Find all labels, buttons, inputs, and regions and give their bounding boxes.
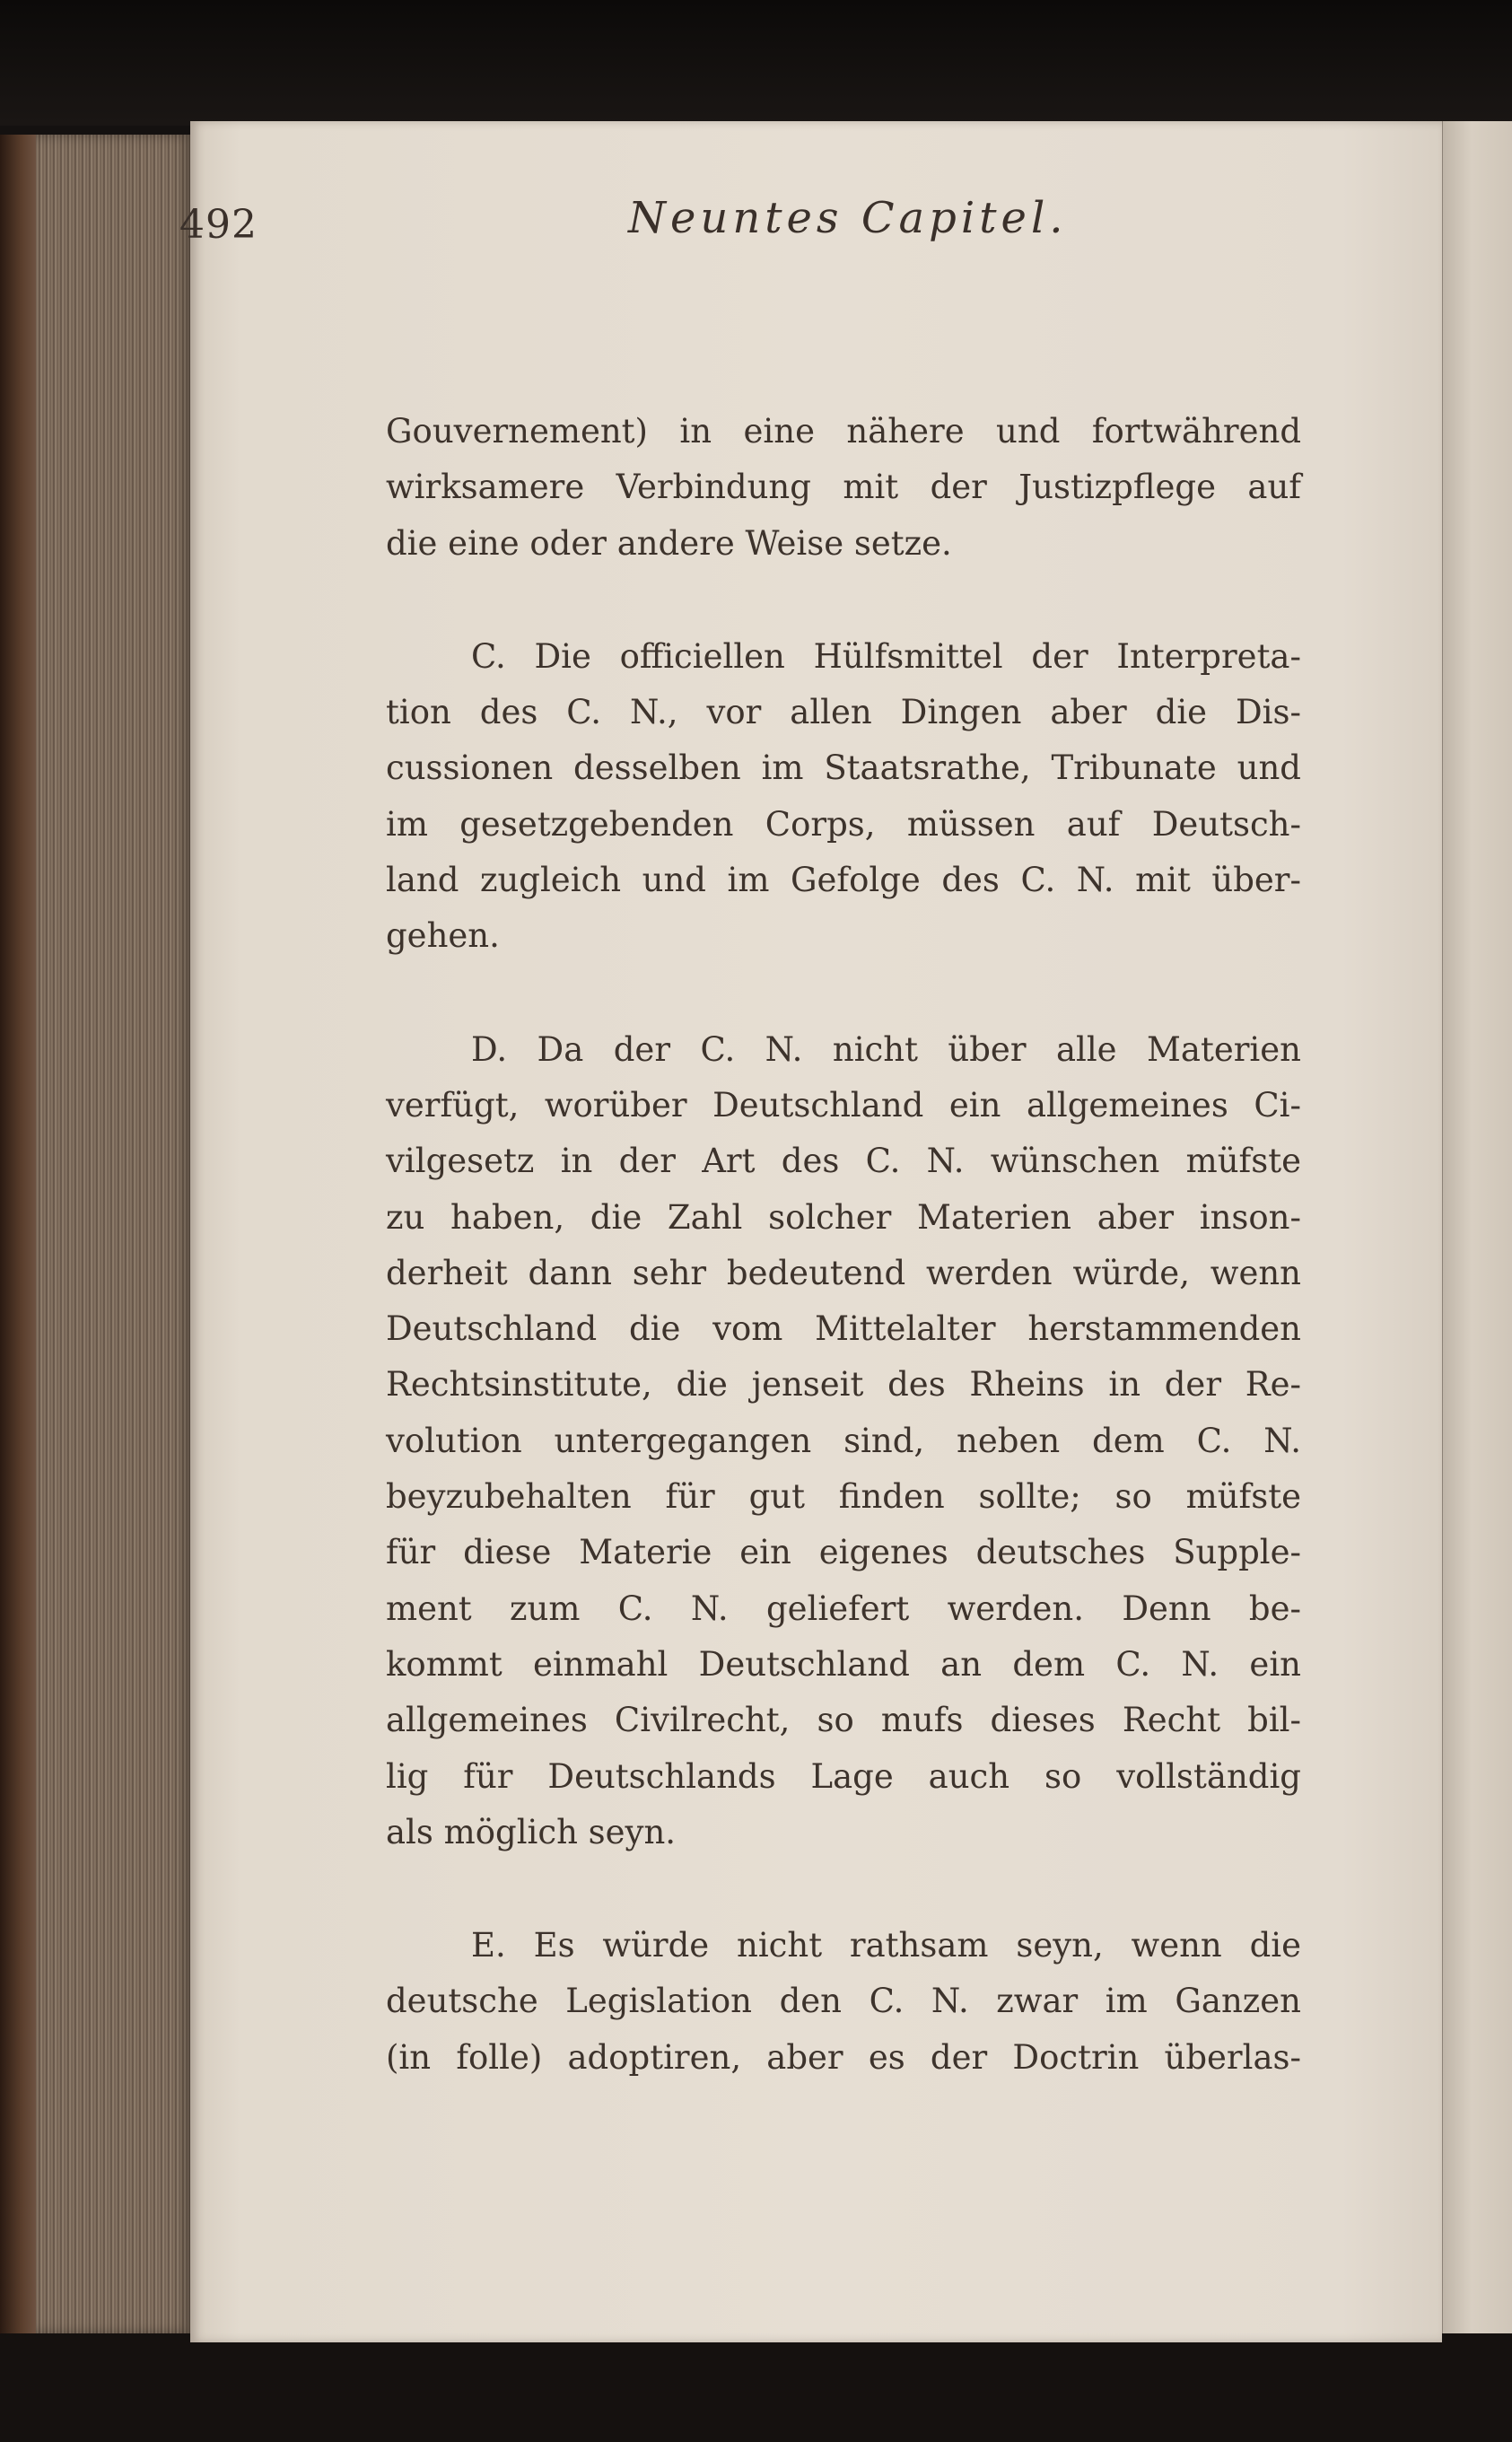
text-line: die eine oder andere Weise setze. [386, 523, 952, 563]
text-line: gehen. [386, 916, 500, 956]
text-line: deutsche Legislation den C. N. zwar im Ganzen [386, 1982, 1301, 2021]
text-line: Deutschland die vom Mittelalter herstammenden [386, 1309, 1301, 1349]
text-line: C. Die officiellen Hülfsmittel der Interpreta- [471, 636, 1301, 676]
facing-page-edge [1440, 121, 1512, 2338]
text-line: (in folle) adoptiren, aber es der Doctrin überlas- [386, 2037, 1301, 2077]
text-line: land zugleich und im Gefolge des C. N. mit über- [386, 861, 1301, 900]
book-binding [0, 135, 36, 2333]
text-line: vilgesetz in der Art des C. N. wünschen müfste [386, 1142, 1301, 1181]
paragraph-c [386, 629, 1301, 965]
text-line: wirksamere Verbindung mit der Justizpflege auf [386, 468, 1301, 507]
running-head: Neuntes Capitel. [628, 193, 1068, 243]
text-line: allgemeines Civilrecht, so mufs dieses Recht bil- [386, 1701, 1301, 1740]
text-line: tion des C. N., vor allen Dingen aber die Dis- [386, 693, 1301, 732]
text-line: lig für Deutschlands Lage auch so vollständig [386, 1756, 1301, 1796]
scan-background-bottom [0, 2333, 1512, 2442]
text-line: beyzubehalten für gut finden sollte; so müfste [386, 1477, 1301, 1517]
text-line: ment zum C. N. geliefert werden. Denn be- [386, 1589, 1301, 1628]
paragraph-e [386, 1918, 1301, 2086]
text-line: für diese Materie ein eigenes deutsches Supple- [386, 1533, 1301, 1572]
text-line: derheit dann sehr bedeutend werden würde, wenn [386, 1253, 1301, 1292]
text-line: E. Es würde nicht rathsam seyn, wenn die [471, 1926, 1301, 1965]
text-line: verfügt, worüber Deutschland ein allgemeines Ci- [386, 1085, 1301, 1125]
page-body [386, 404, 1301, 2086]
paragraph-d [386, 1022, 1301, 1860]
text-line: volution untergegangen sind, neben dem C. N. [386, 1421, 1301, 1460]
text-line: Rechtsinstitute, die jenseit des Rheins in der Re- [386, 1365, 1301, 1405]
text-line: als möglich seyn. [386, 1812, 677, 1851]
text-line: im gesetzgebenden Corps, müssen auf Deutsch- [386, 804, 1301, 844]
text-line: D. Da der C. N. nicht über alle Materien [471, 1029, 1301, 1069]
scan-background-top [0, 0, 1512, 126]
page-number: 492 [179, 202, 258, 248]
paragraph-continuation [386, 404, 1301, 572]
text-line: kommt einmahl Deutschland an dem C. N. ein [386, 1644, 1301, 1684]
text-line: Gouvernement) in eine nähere und fortwährend [386, 412, 1301, 451]
text-line: cussionen desselben im Staatsrathe, Tribunate und [386, 748, 1301, 788]
text-line: zu haben, die Zahl solcher Materien aber inson- [386, 1197, 1301, 1237]
